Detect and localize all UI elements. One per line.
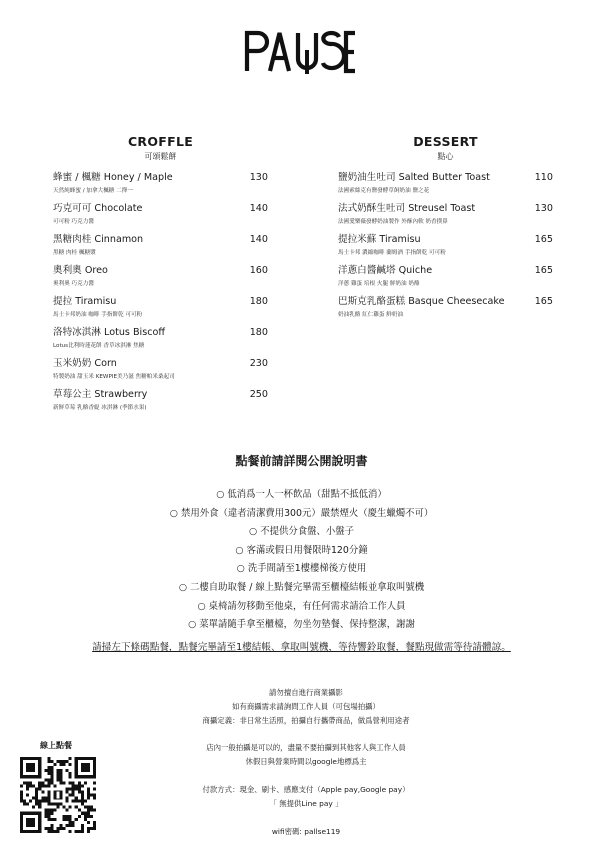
croffle-section	[53, 134, 268, 420]
croffle-title: CROFFLE	[127, 134, 194, 149]
menu-item	[53, 203, 268, 234]
rules-list	[0, 486, 603, 635]
menu-item	[53, 265, 268, 296]
menu-item-price: 165	[534, 234, 553, 245]
menu-item-name: 黑糖肉桂 Cinnamon	[53, 234, 144, 245]
rule-item: ○ 客滿或假日用餐限時120分鐘	[235, 544, 368, 556]
menu-item-price: 180	[249, 327, 268, 338]
menu-item-desc: 可可粉 巧克力醬	[53, 219, 94, 225]
menu-item	[53, 389, 268, 420]
rule-item: ○ 菜單請隨手拿至櫃檯，勿坐勿墊餐、保持整潔，謝謝	[188, 619, 415, 631]
menu-item-desc: 法國索絲克有鹽發酵草飼奶油 鹽之花	[338, 188, 430, 194]
menu-item	[338, 172, 553, 203]
online-order-qr-code[interactable]	[20, 757, 96, 833]
menu-item-name: 玉米奶奶 Corn	[53, 358, 117, 369]
menu-item	[338, 203, 553, 234]
menu-item-desc: 特製奶油 甜玉米 KEWPIE美乃滋 焦糖帕米桑起司	[53, 374, 175, 380]
menu-item-name: 法式奶酥生吐司 Streusel Toast	[338, 203, 476, 214]
menu-item-desc: 奶油乳酪 紅仁雞蛋 鮮奶油	[338, 312, 404, 318]
pause-logo-mark	[243, 30, 361, 74]
croffle-subtitle: 可頌鬆餅	[144, 152, 177, 161]
menu-item-name: 草莓公主 Strawberry	[53, 389, 148, 400]
menu-item-desc: 黑糖 肉桂 楓糖漿	[53, 250, 96, 256]
menu-item	[338, 265, 553, 296]
wifi-password: wifi密碼: pallse119	[271, 826, 341, 836]
menu-item	[53, 172, 268, 203]
dessert-section	[338, 134, 553, 327]
rule-item: ○ 洗手間請至1樓樓梯後方使用	[236, 563, 367, 575]
dessert-subtitle: 點心	[437, 152, 454, 161]
menu-item-desc: 馬士卡邦奶油 咖啡 手指餅乾 可可粉	[53, 312, 143, 318]
info-line: 商攝定義：非日常生活照，拍攝自行攜帶商品，做爲營利用途者	[202, 715, 410, 725]
ordering-notice: 請掃左下條碼點餐，點餐完畢請至1樓結帳、拿取叫號機，等待響鈴取餐，餐點現做需等待請體諒。	[92, 642, 511, 653]
menu-item-desc: 奧利奧 巧克力醬	[53, 281, 94, 287]
menu-item-name: 巧克可可 Chocolate	[53, 203, 143, 214]
menu-item-name: 洛特冰淇淋 Lotus Biscoff	[53, 327, 165, 338]
menu-item-name: 巴斯克乳酪蛋糕 Basque Cheesecake	[338, 296, 505, 307]
menu-item-desc: 馬士卡邦 濃縮咖啡 蘭姆酒 手指餅乾 可可粉	[338, 250, 446, 256]
menu-item	[53, 296, 268, 327]
menu-item-price: 165	[534, 265, 553, 276]
menu-item	[338, 234, 553, 265]
info-line: 如有商攝需求請詢問工作人員（可包場拍攝）	[232, 701, 380, 711]
menu-item-price: 140	[249, 234, 268, 245]
menu-item	[338, 296, 553, 327]
rule-item: ○ 二樓自助取餐 / 線上點餐完畢需至櫃檯結帳並拿取叫號機	[178, 581, 425, 593]
info-line: 「 無提供Line pay 」	[269, 798, 343, 808]
menu-item	[53, 234, 268, 265]
menu-item	[53, 327, 268, 358]
info-line: 請勿擅自進行商業攝影	[269, 688, 343, 697]
menu-item-desc: 新鮮草莓 乳酪香緹 冰淇淋 (季節水果)	[53, 405, 147, 411]
menu-item-price: 160	[249, 265, 268, 276]
menu-item-name: 奧利奧 Oreo	[53, 265, 108, 276]
rule-item: ○ 桌椅請勿移動至他桌，有任何需求請洽工作人員	[197, 600, 406, 612]
menu-item-name: 蜂蜜 / 楓糖 Honey / Maple	[53, 172, 173, 183]
menu-item-price: 230	[249, 358, 268, 369]
rule-item: ○ 不提供分食盤、小盤子	[249, 526, 354, 538]
menu-item-price: 250	[249, 389, 268, 400]
menu-item-price: 165	[534, 296, 553, 307]
qr-code-icon	[20, 757, 96, 833]
rules-title: 點餐前請詳閱公開說明書	[235, 454, 368, 468]
menu-item-desc: Lotus比利時蓮花餅 香草冰淇淋 焦糖	[53, 343, 145, 349]
pause-logo	[0, 30, 603, 74]
menu-item-desc: 天然純蜂蜜 / 加拿大楓糖 二擇一	[53, 188, 133, 194]
menu-item-price: 110	[534, 172, 553, 183]
menu-item-name: 提拉 Tiramisu	[53, 296, 117, 307]
rule-item: ○ 低消爲一人一杯飲品（甜點不抵低消）	[216, 489, 387, 500]
menu-item-price: 180	[249, 296, 268, 307]
rule-item: ○ 禁用外食（違者清潔費用300元）嚴禁煙火（慶生蠟燭不可）	[169, 507, 434, 519]
online-order-label: 線上點餐	[40, 741, 72, 750]
menu-item-desc: 法國愛樂薇發酵奶油製作 外酥內軟 奶香撲鼻	[338, 219, 448, 225]
menu-item-desc: 洋蔥 雞蛋 培根 火腿 鮮奶油 奶酪	[338, 281, 420, 287]
dessert-title: DESSERT	[413, 134, 478, 149]
menu-item-price: 140	[249, 203, 268, 214]
info-line: 店內一般拍攝是可以的，盡量不要拍攝到其他客人與工作人員	[206, 743, 406, 753]
menu-item-name: 洋蔥白醬鹹塔 Quiche	[338, 265, 433, 276]
info-block	[156, 686, 456, 838]
menu-item-price: 130	[534, 203, 553, 214]
menu-item-name: 提拉米蘇 Tiramisu	[338, 234, 421, 245]
menu-item-price: 130	[249, 172, 268, 183]
info-line: 休假日與營業時間以google地標爲主	[245, 757, 367, 767]
menu-item	[53, 358, 268, 389]
info-line: 付款方式：現金、刷卡、感應支付（Apple pay,Google pay）	[202, 784, 410, 794]
menu-item-name: 鹽奶油生吐司 Salted Butter Toast	[338, 172, 490, 183]
